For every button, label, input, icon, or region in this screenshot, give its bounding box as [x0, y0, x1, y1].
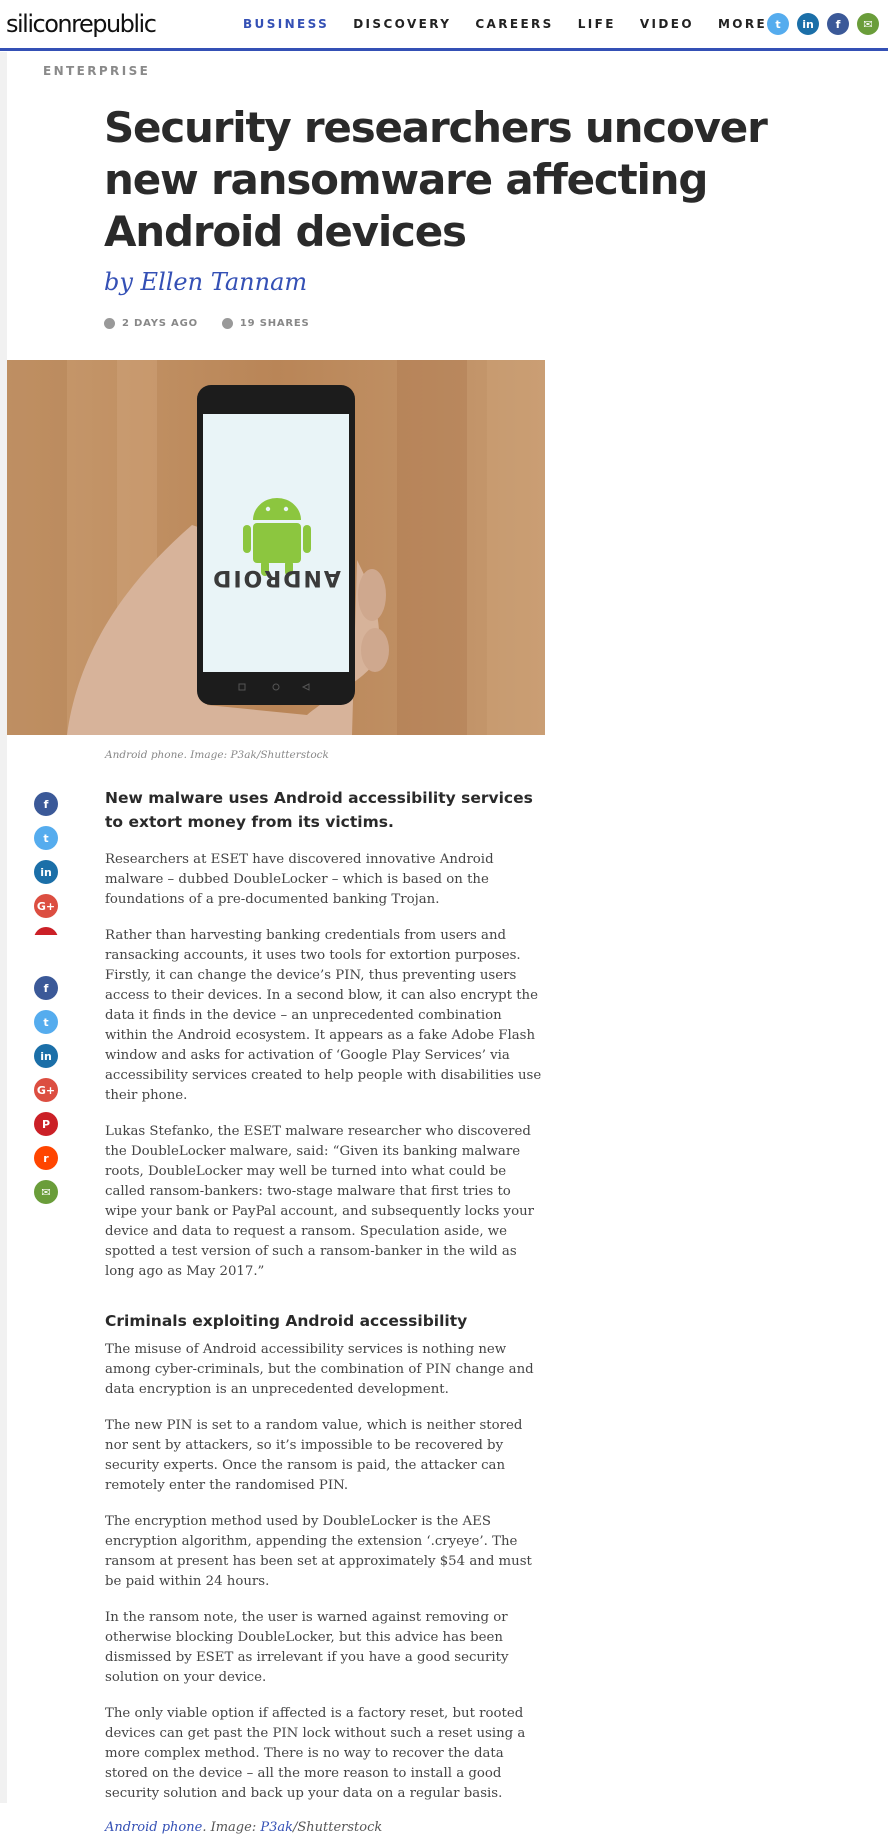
share-pinterest-icon[interactable]: P	[34, 1112, 58, 1136]
nav-business[interactable]: BUSINESS	[243, 17, 330, 31]
header-facebook-icon[interactable]: f	[827, 13, 849, 35]
credit-text: . Image:	[202, 1820, 261, 1835]
nav-careers[interactable]: CAREERS	[475, 17, 554, 31]
image-caption: Android phone. Image: P3ak/Shutterstock	[105, 749, 329, 761]
author-byline[interactable]: by Ellen Tannam	[104, 268, 308, 296]
share-reddit-icon[interactable]: r	[34, 1146, 58, 1170]
share-googleplus-icon[interactable]: G+	[34, 1078, 58, 1102]
image-credit	[105, 1820, 545, 1835]
share-twitter-icon[interactable]: t	[34, 826, 58, 850]
nav-life[interactable]: LIFE	[577, 17, 616, 31]
header-social-links	[767, 13, 887, 35]
share-icon	[222, 318, 233, 329]
site-header	[0, 0, 888, 51]
share-facebook-icon[interactable]: f	[34, 792, 58, 816]
share-facebook-icon[interactable]: f	[34, 976, 58, 1000]
body-paragraph: The misuse of Android accessibility services is nothing new among cyber-criminals, but the combination of PIN change and data encryption is an unprecedented development.	[105, 1342, 534, 1397]
article-title: Security researchers uncover new ransomware affecting Android devices	[104, 103, 767, 256]
page-edge	[0, 52, 7, 1803]
share-email-icon[interactable]: ✉	[34, 1180, 58, 1204]
body-paragraph: In the ransom note, the user is warned against removing or otherwise blocking DoubleLocker, but this advice has been dismissed by ESET as irrelevant if you have a good security solution on your device.	[105, 1610, 509, 1685]
body-paragraph: Lukas Stefanko, the ESET malware researcher who discovered the DoubleLocker malware, said: “Given its banking malware roots, DoubleLocker may well be turned into what could be called ransom-bankers: two-stage malware that first tries to wipe your bank or PayPal account, and subsequently locks your device and data to request a ransom. Speculation aside, we spotted a test version of such a ransom-banker in the wild as long ago as May 2017.”	[105, 1124, 534, 1279]
body-paragraph: Rather than harvesting banking credentials from users and ransacking accounts, it uses two tools for extortion purposes. Firstly, it can change the device’s PIN, thus preventing users access to their devices. In a second blow, it can also encrypt the data it finds in the device – an unprecedented combination within the Android ecosystem. It appears as a fake Adobe Flash window and asks for activation of ‘Google Play Services’ via accessibility services created to help people with disabilities use their phone.	[105, 928, 542, 1103]
nav-video[interactable]: VIDEO	[639, 17, 694, 31]
share-bar-top	[34, 792, 58, 928]
android-logo-text: ANDROID	[211, 565, 341, 590]
site-logo[interactable]: siliconrepublic	[6, 10, 156, 38]
share-linkedin-icon[interactable]: in	[34, 1044, 58, 1068]
credit-author-link[interactable]: P3ak	[260, 1820, 293, 1835]
main-nav	[243, 17, 791, 31]
pinterest-share-partial[interactable]	[34, 927, 58, 935]
time-ago: 2 DAYS AGO	[122, 318, 198, 329]
standfirst: New malware uses Android accessibility services to extort money from its victims.	[105, 789, 533, 831]
body-paragraph: The encryption method used by DoubleLocker is the AES encryption algorithm, appending the extension ‘.cryeye’. The ransom at present has been set at approximately $54 and must be paid within 24 hours.	[105, 1514, 532, 1589]
subheading: Criminals exploiting Android accessibility	[105, 1312, 468, 1330]
body-paragraph: The only viable option if affected is a factory reset, but rooted devices can get past the PIN lock without such a reset using a more complex method. There is no way to recover the data stored on the device – all the more reason to install a good security solution and back up your data on a regular basis.	[105, 1706, 526, 1801]
share-bar-sticky	[34, 976, 58, 1214]
share-linkedin-icon[interactable]: in	[34, 860, 58, 884]
header-linkedin-icon[interactable]: in	[797, 13, 819, 35]
credit-image-link[interactable]: Android phone	[105, 1820, 203, 1835]
body-paragraph: Researchers at ESET have discovered innovative Android malware – dubbed DoubleLocker – which is based on the foundations of a pre-documented banking Trojan.	[105, 852, 494, 907]
nav-more[interactable]: MORE	[717, 17, 768, 31]
clock-icon	[104, 318, 115, 329]
section-label[interactable]: ENTERPRISE	[43, 64, 151, 78]
article-meta	[104, 318, 310, 329]
header-email-icon[interactable]: ✉	[857, 13, 879, 35]
body-paragraph: The new PIN is set to a random value, which is neither stored nor sent by attackers, so it’s impossible to be recovered by security experts. Once the ransom is paid, the attacker can remotely enter the randomised PIN.	[105, 1418, 523, 1493]
share-count: 19 SHARES	[239, 318, 310, 329]
share-twitter-icon[interactable]: t	[34, 1010, 58, 1034]
share-googleplus-icon[interactable]: G+	[34, 894, 58, 918]
nav-discovery[interactable]: DISCOVERY	[353, 17, 452, 31]
article-body	[105, 786, 545, 1835]
credit-source: /Shutterstock	[293, 1820, 383, 1835]
header-twitter-icon[interactable]: t	[767, 13, 789, 35]
hero-image	[7, 360, 545, 735]
